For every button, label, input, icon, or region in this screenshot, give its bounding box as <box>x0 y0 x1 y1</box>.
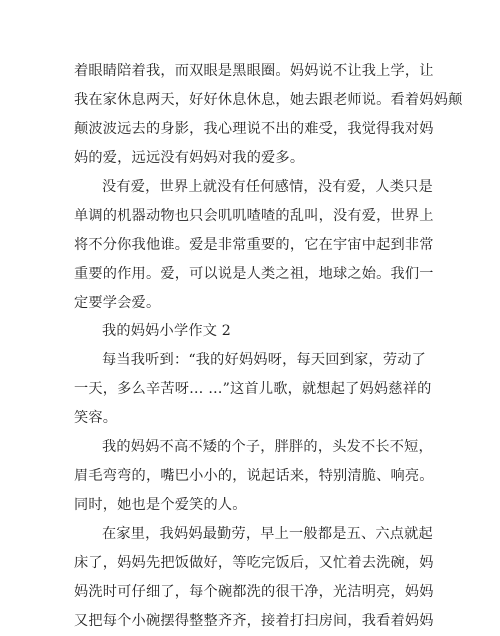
text-line: 眉毛弯弯的，嘴巴小小的，说起话来，特别清脆、响亮。 <box>74 468 434 484</box>
text-line: 妈洗时可仔细了，每个碗都洗的很干净，光洁明亮，妈妈 <box>74 584 434 600</box>
text-line: 妈的爱，远远没有妈妈对我的爱多。 <box>74 150 305 166</box>
text-line: 颠波波远去的身影，我心理说不出的难受，我觉得我对妈 <box>74 121 434 137</box>
text-line: 同时，她也是个爱笑的人。 <box>74 497 247 513</box>
text-line: 在家里，我妈妈最勤劳，早上一般都是五、六点就起 <box>102 526 433 542</box>
text-line: 定要学会爱。 <box>74 295 161 311</box>
text-line: 又把每个小碗摆得整整齐齐，接着打扫房间，我看着妈妈 <box>74 613 434 629</box>
text-line: 床了，妈妈先把饭做好，等吃完饭后，又忙着去洗碗，妈 <box>74 555 434 571</box>
text-line: 重要的作用。爱，可以说是人类之祖，地球之始。我们一 <box>74 266 434 282</box>
text-line: 着眼睛陪着我，而双眼是黑眼圈。妈妈说不让我上学，让 <box>74 63 434 79</box>
text-line: 笑容。 <box>74 410 118 426</box>
text-line: 我的妈妈不高不矮的个子，胖胖的，头发不长不短， <box>102 439 433 455</box>
section-heading: 我的妈妈小学作文 2 <box>102 323 232 339</box>
text-line: 一天，多么辛苦呀… …”这首儿歌，就想起了妈妈慈祥的 <box>74 381 432 397</box>
text-line: 单调的机器动物也只会叽叽喳喳的乱叫，没有爱，世界上 <box>74 208 434 224</box>
text-line: 每当我听到：“我的好妈妈呀，每天回到家，劳动了 <box>102 352 426 368</box>
text-line: 我在家休息两天，好好休息休息，她去跟老师说。看着妈妈颠 <box>74 92 463 108</box>
text-line: 将不分你我他谁。爱是非常重要的，它在宇宙中起到非常 <box>74 237 434 253</box>
text-line: 没有爱，世界上就没有任何感情，没有爱，人类只是 <box>102 179 433 195</box>
